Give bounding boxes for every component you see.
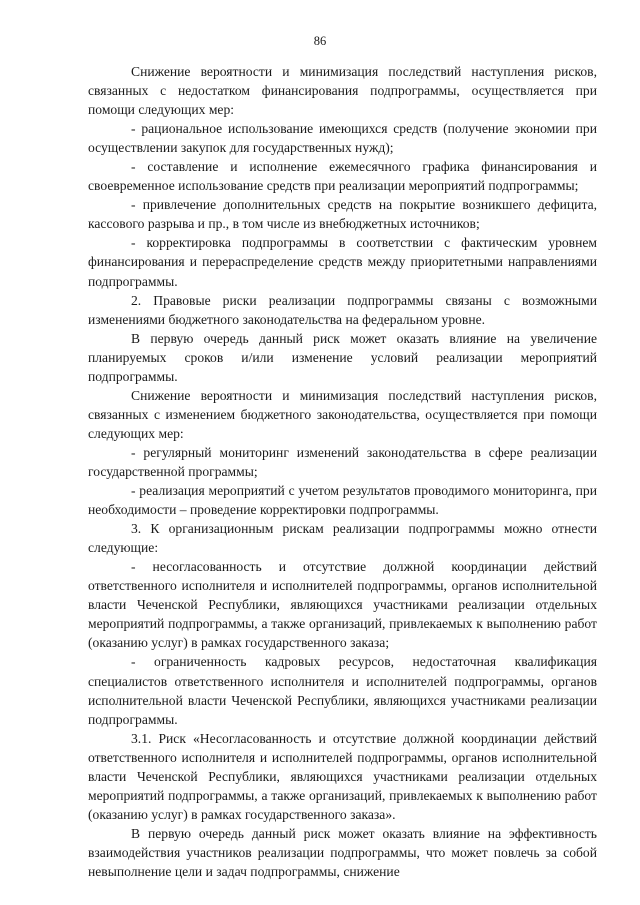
list-item: - корректировка подпрограммы в соответствии с фактическим уровнем финансирования и перераспределение средств между приоритетными направлениями подпрограммы. <box>88 235 597 289</box>
list-item: - реализация мероприятий с учетом результатов проводимого мониторинга, при необходимости – проведение корректировки подпрограммы. <box>88 483 597 518</box>
paragraph: 3.1. Риск «Несогласованность и отсутствие должной координации действий ответственного исполнителя и исполнителей подпрограммы, органов исполнительной власти Чеченской Республики, являющихся участниками реализации отдельных мероприятий подпрограммы, а также организаций, привлекаемых к выполнению работ (оказанию услуг) в рамках государственного заказа». <box>88 730 597 822</box>
paragraph: В первую очередь данный риск может оказать влияние на увеличение планируемых сроков и/или изменение условий реализации мероприятий подпрограммы. <box>88 330 597 384</box>
list-item: - рациональное использование имеющихся средств (получение экономии при осуществлении закупок для государственных нужд); <box>88 121 597 156</box>
list-item: - несогласованность и отсутствие должной координации действий ответственного исполнителя и исполнителей подпрограммы, органов исполнительной власти Чеченской Республики, являющихся участниками реализации отдельных мероприятий подпрограммы, а также организаций, привлекаемых к выполнению работ (оказанию услуг) в рамках государственного заказа; <box>88 559 597 651</box>
paragraph: Снижение вероятности и минимизация последствий наступления рисков, связанных с изменением бюджетного законодательства, осуществляется при помощи следующих мер: <box>88 387 597 441</box>
paragraph: 2. Правовые риски реализации подпрограммы связаны с возможными изменениями бюджетного законодательства на федеральном уровне. <box>88 292 597 327</box>
paragraph: 3. К организационным рискам реализации подпрограммы можно отнести следующие: <box>88 521 597 556</box>
list-item: - привлечение дополнительных средств на покрытие возникшего дефицита, кассового разрыва и пр., в том числе из внебюджетных источников; <box>88 197 597 232</box>
list-item: - составление и исполнение ежемесячного графика финансирования и своевременное использование средств при реализации мероприятий подпрограммы; <box>88 159 597 194</box>
paragraph: Снижение вероятности и минимизация последствий наступления рисков, связанных с недостатком финансирования подпрограммы, осуществляется при помощи следующих мер: <box>88 64 597 118</box>
list-item: - регулярный мониторинг изменений законодательства в сфере реализации государственной программы; <box>88 444 597 479</box>
page-body <box>88 62 597 881</box>
page-number: 86 <box>313 34 327 48</box>
paragraph: В первую очередь данный риск может оказать влияние на эффективность взаимодействия участников реализации подпрограммы, что может повлечь за собой невыполнение цели и задач подпрограммы, снижение <box>88 825 597 879</box>
list-item: - ограниченность кадровых ресурсов, недостаточная квалификация специалистов ответственного исполнителя и исполнителей подпрограммы, органов исполнительной власти Чеченской Республики, являющихся участниками реализации подпрограммы. <box>88 654 597 727</box>
